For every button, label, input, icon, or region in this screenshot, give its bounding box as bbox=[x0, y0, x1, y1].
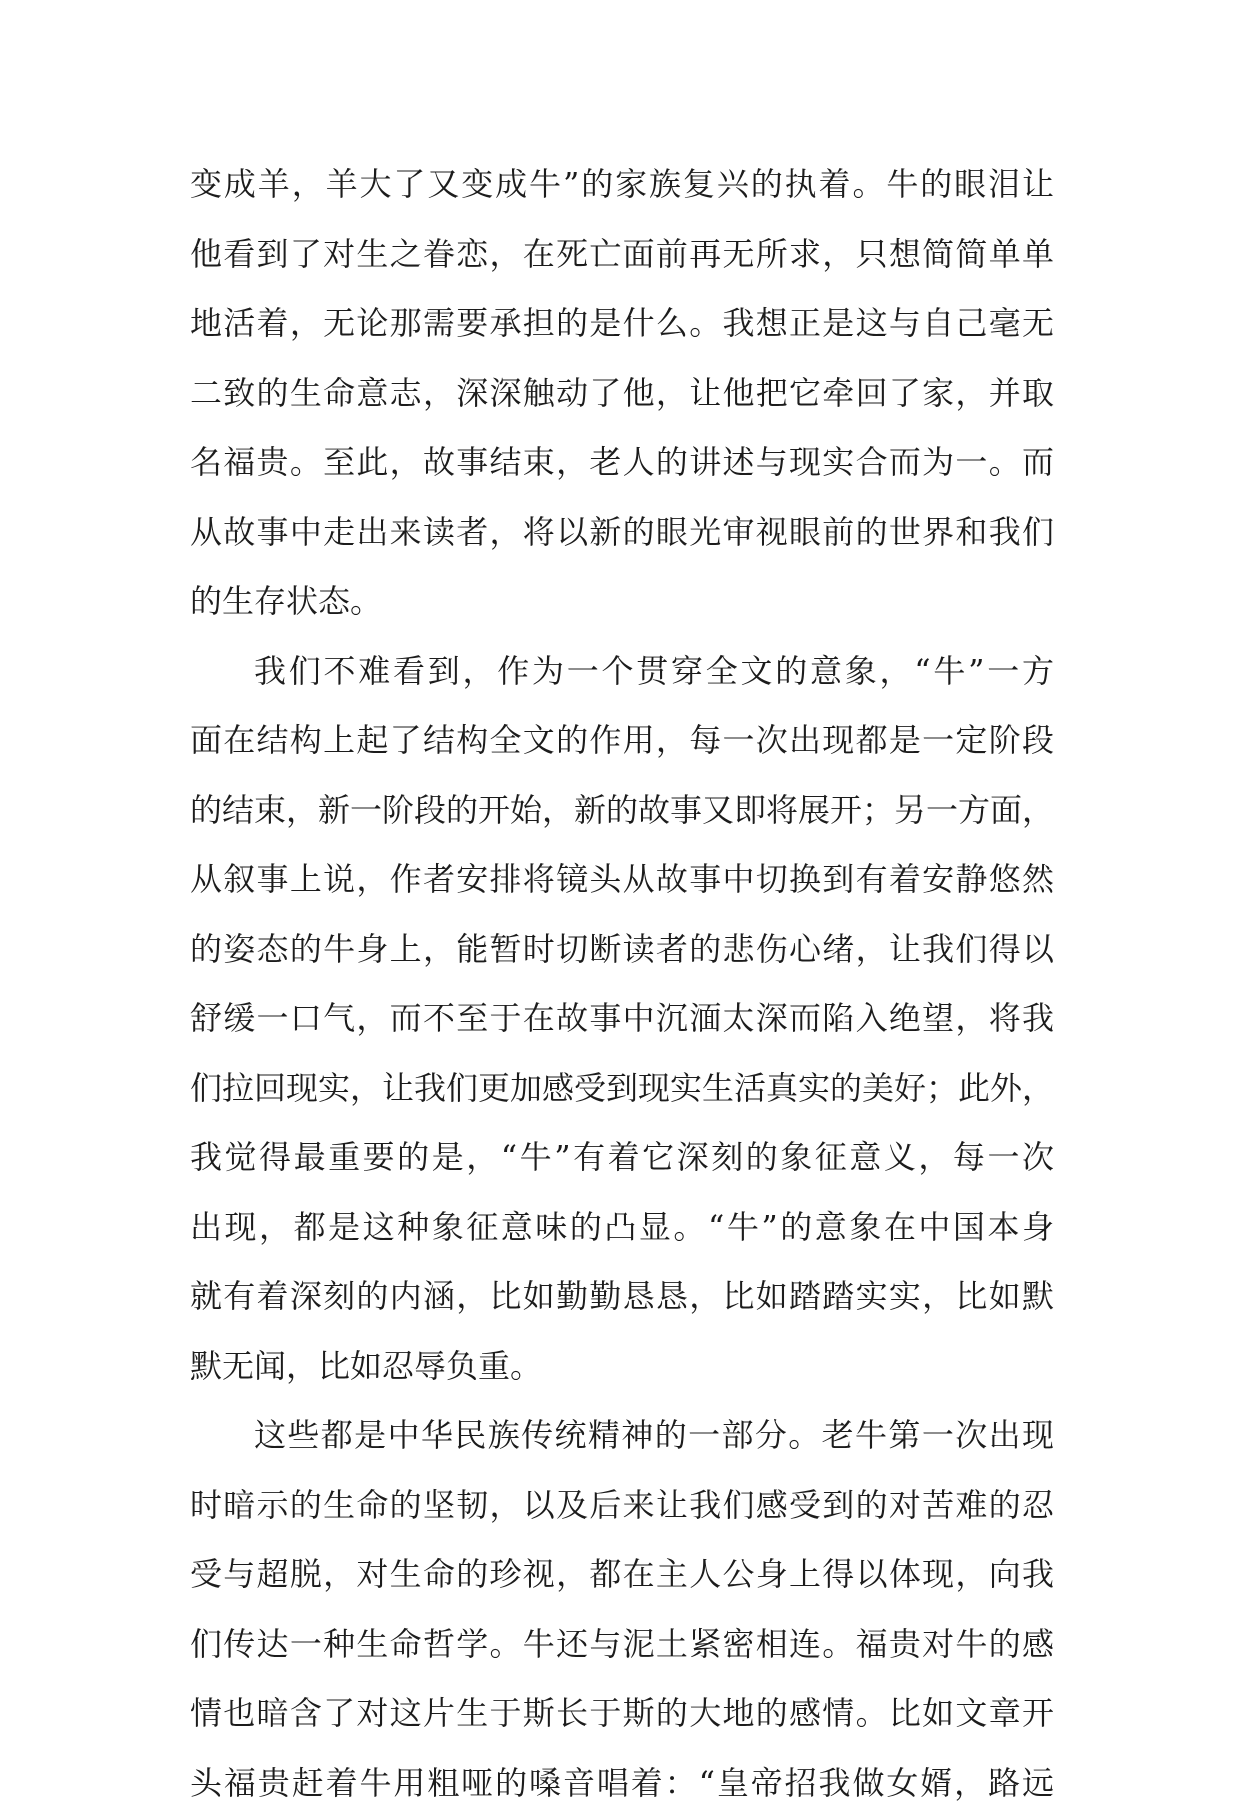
text-line: 他看到了对生之眷恋，在死亡面前再无所求，只想简简单单 bbox=[190, 220, 1054, 290]
text-line: 受与超脱，对生命的珍视，都在主人公身上得以体现，向我 bbox=[190, 1540, 1054, 1610]
body-text bbox=[190, 150, 1054, 1818]
text-line: 名福贵。至此，故事结束，老人的讲述与现实合而为一。而 bbox=[190, 428, 1054, 498]
text-line: 我们不难看到，作为一个贯穿全文的意象，“牛”一方 bbox=[190, 637, 1054, 707]
text-line: 情也暗含了对这片生于斯长于斯的大地的感情。比如文章开 bbox=[190, 1679, 1054, 1749]
text-line: 从叙事上说，作者安排将镜头从故事中切换到有着安静悠然 bbox=[190, 845, 1054, 915]
text-line: 出现，都是这种象征意味的凸显。“牛”的意象在中国本身 bbox=[190, 1193, 1054, 1263]
text-line: 从故事中走出来读者，将以新的眼光审视眼前的世界和我们 bbox=[190, 498, 1054, 568]
text-line: 默无闻，比如忍辱负重。 bbox=[190, 1332, 1054, 1402]
text-line: 舒缓一口气，而不至于在故事中沉湎太深而陷入绝望，将我 bbox=[190, 984, 1054, 1054]
text-line: 的结束，新一阶段的开始，新的故事又即将展开；另一方面， bbox=[190, 776, 1054, 846]
text-line: 们拉回现实，让我们更加感受到现实生活真实的美好；此外， bbox=[190, 1054, 1054, 1124]
text-line: 这些都是中华民族传统精神的一部分。老牛第一次出现 bbox=[190, 1401, 1054, 1471]
text-line: 二致的生命意志，深深触动了他，让他把它牵回了家，并取 bbox=[190, 359, 1054, 429]
text-line: 我觉得最重要的是，“牛”有着它深刻的象征意义，每一次 bbox=[190, 1123, 1054, 1193]
text-line: 的姿态的牛身上，能暂时切断读者的悲伤心绪，让我们得以 bbox=[190, 915, 1054, 985]
text-line: 就有着深刻的内涵，比如勤勤恳恳，比如踏踏实实，比如默 bbox=[190, 1262, 1054, 1332]
text-line: 们传达一种生命哲学。牛还与泥土紧密相连。福贵对牛的感 bbox=[190, 1610, 1054, 1680]
text-line: 头福贵赶着牛用粗哑的嗓音唱着：“皇帝招我做女婿，路远 bbox=[190, 1749, 1054, 1818]
text-line: 时暗示的生命的坚韧，以及后来让我们感受到的对苦难的忍 bbox=[190, 1471, 1054, 1541]
text-line: 地活着，无论那需要承担的是什么。我想正是这与自己毫无 bbox=[190, 289, 1054, 359]
text-line: 的生存状态。 bbox=[190, 567, 1054, 637]
text-line: 面在结构上起了结构全文的作用，每一次出现都是一定阶段 bbox=[190, 706, 1054, 776]
text-line: 变成羊，羊大了又变成牛”的家族复兴的执着。牛的眼泪让 bbox=[190, 150, 1054, 220]
